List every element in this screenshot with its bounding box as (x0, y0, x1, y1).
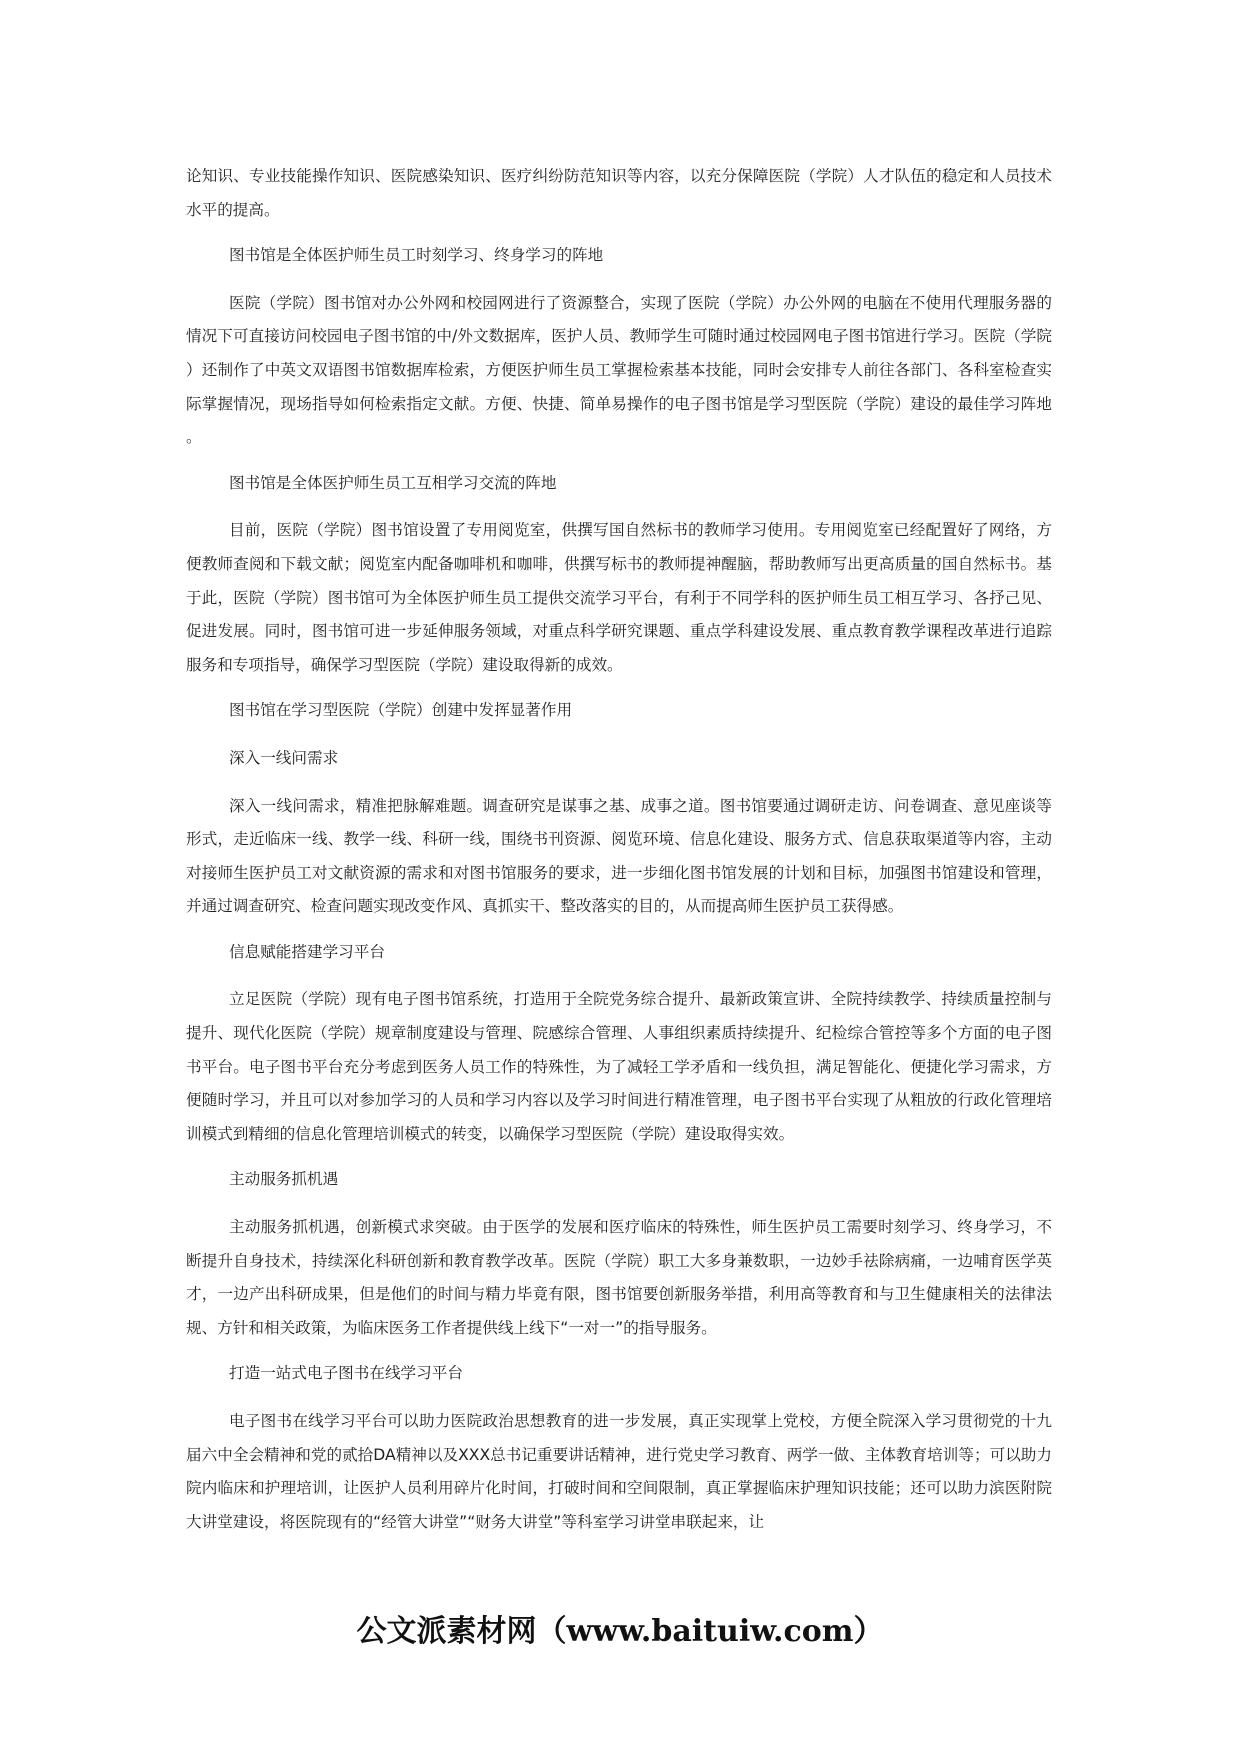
section-heading: 深入一线问需求 (229, 748, 339, 767)
section-heading: 信息赋能搭建学习平台 (229, 942, 385, 961)
document-body (186, 160, 1052, 1551)
body-paragraph: 深入一线问需求，精准把脉解难题。调查研究是谋事之基、成事之道。图书馆要通过调研走访、问卷调查、意见座谈等形式，走近临床一线、教学一线、科研一线，围绕书刊资源、阅览环境、信息化建设、服务方式、信息获取渠道等内容，主动对接师生医护员工对文献资源的需求和对图书馆服务的要求，进一步细化图书馆发展的计划和目标，加强图书馆建设和管理，并通过调查研究、检查问题实现改变作风、真抓实干、整改落实的目的，从而提高师生医护员工获得感。 (186, 796, 1052, 916)
section-heading: 主动服务抓机遇 (229, 1170, 339, 1189)
body-paragraph: 主动服务抓机遇，创新模式求突破。由于医学的发展和医疗临床的特殊性，师生医护员工需要时刻学习、终身学习，不断提升自身技术，持续深化科研创新和教育教学改革。医院（学院）职工大多身兼数职，一边妙手祛除病痛，一边哺育医学英才，一边产出科研成果，但是他们的时间与精力毕竟有限，图书馆要创新服务举措，利用高等教育和与卫生健康相关的法律法规、方针和相关政策，为临床医务工作者提供线上线下“一对一”的指导服务。 (186, 1218, 1052, 1337)
body-paragraph: 电子图书在线学习平台可以助力医院政治思想教育的进一步发展，真正实现掌上党校，方便全院深入学习贯彻党的十九届六中全会精神和党的贰拾DA精神以及XXX总书记重要讲话精神，进行党史学习教育、两学一做、主体教育培训等；可以助力院内临床和护理培训，让医护人员利用碎片化时间，打破时间和空间限制，真正掌握临床护理知识技能；还可以助力滨医附院大讲堂建设，将医院现有的“经管大讲堂”“财务大讲堂”等科室学习讲堂串联起来，让 (186, 1412, 1052, 1531)
body-paragraph: 目前，医院（学院）图书馆设置了专用阅览室，供撰写国自然标书的教师学习使用。专用阅览室已经配置好了网络，方便教师查阅和下载文献；阅览室内配备咖啡机和咖啡，供撰写标书的教师提神醒脑，帮助教师写出更高质量的国自然标书。基于此，医院（学院）图书馆可为全体医护师生员工提供交流学习平台，有利于不同学科的医护师生员工相互学习、各抒己见、促进发展。同时，图书馆可进一步延伸服务领域，对重点科学研究课题、重点学科建设发展、重点教育教学课程改革进行追踪服务和专项指导，确保学习型医院（学院）建设取得新的成效。 (186, 521, 1052, 674)
section-heading: 图书馆是全体医护师生员工互相学习交流的阵地 (229, 473, 557, 492)
body-paragraph: 立足医院（学院）现有电子图书馆系统，打造用于全院党务综合提升、最新政策宣讲、全院持续教学、持续质量控制与提升、现代化医院（学院）规章制度建设与管理、院感综合管理、人事组织素质持续提升、纪检综合管控等多个方面的电子图书平台。电子图书平台充分考虑到医务人员工作的特殊性，为了减轻工学矛盾和一线负担，满足智能化、便捷化学习需求，方便随时学习，并且可以对参加学习的人员和学习内容以及学习时间进行精准管理，电子图书平台实现了从粗放的行政化管理培训模式到精细的信息化管理培训模式的转变，以确保学习型医院（学院）建设取得实效。 (186, 990, 1052, 1143)
section-heading: 图书馆在学习型医院（学院）创建中发挥显著作用 (229, 701, 573, 720)
body-paragraph: 医院（学院）图书馆对办公外网和校园网进行了资源整合，实现了医院（学院）办公外网的电脑在不使用代理服务器的情况下可直接访问校园电子图书馆的中/外文数据库，医护人员、教师学生可随时通过校园网电子图书馆进行学习。医院（学院）还制作了中英文双语图书馆数据库检索，方便医护师生员工掌握检索基本技能，同时会安排专人前往各部门、各科室检查实际掌握情况，现场指导如何检索指定文献。方便、快捷、简单易操作的电子图书馆是学习型医院（学院）建设的最佳学习阵地。 (186, 293, 1052, 447)
body-paragraph: 论知识、专业技能操作知识、医院感染知识、医疗纠纷防范知识等内容，以充分保障医院（学院）人才队伍的稳定和人员技术水平的提高。 (186, 167, 1052, 219)
section-heading: 打造一站式电子图书在线学习平台 (229, 1364, 463, 1383)
footer-watermark: 公文派素材网（www.baituiw.com） (356, 1614, 884, 1649)
section-heading: 图书馆是全体医护师生员工时刻学习、终身学习的阵地 (229, 246, 604, 265)
